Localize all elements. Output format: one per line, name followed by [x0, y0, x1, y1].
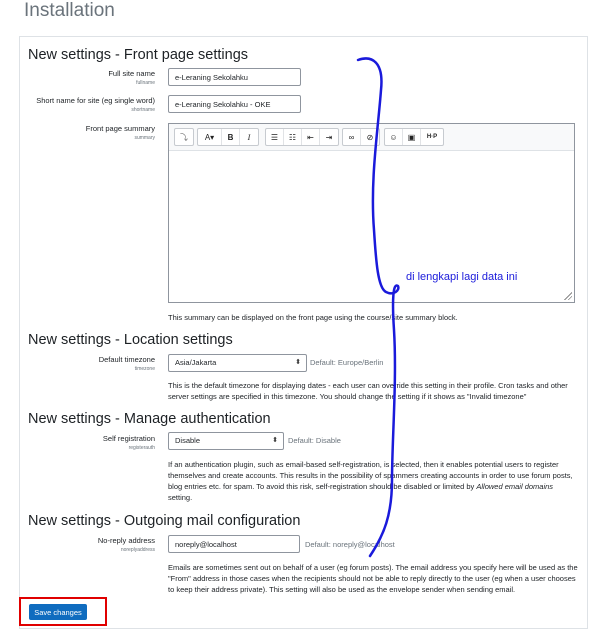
- unlink-icon[interactable]: ⊘: [366, 132, 374, 142]
- timezone-value: Asia/Jakarta: [175, 358, 217, 367]
- allowed-email-domains-link: Allowed email domains: [476, 482, 554, 491]
- font-color-icon[interactable]: A▾: [198, 129, 222, 145]
- italic-icon[interactable]: I: [247, 132, 251, 142]
- noreply-label: No-reply address: [97, 536, 155, 545]
- section-heading-front-page: New settings - Front page settings: [28, 47, 249, 63]
- indent-icon[interactable]: ⇥: [325, 132, 333, 142]
- select-caret-icon: ⬍: [295, 359, 301, 366]
- summary-label: Front page summary: [85, 124, 155, 133]
- summary-description: This summary can be displayed on the front page using the course/site summary block.: [168, 313, 458, 322]
- page-title: Installation: [24, 0, 115, 21]
- registerauth-description-2: themselves and create accounts. This results in the possibility of spammers creating accounts in order to use forum posts,: [168, 471, 573, 480]
- h5p-icon[interactable]: H·P: [426, 134, 438, 140]
- registerauth-description-1: If an authentication plugin, such as email-based self-registration, is selected, then it enables potential users to register: [168, 460, 559, 469]
- timezone-description-2: server settings are specified in this timezone. You should change the setting if it shows as "Invalid timezone": [168, 392, 527, 401]
- section-heading-mail: New settings - Outgoing mail configuration: [28, 513, 301, 529]
- shortname-key: shortname: [131, 107, 155, 113]
- save-button[interactable]: Save changes: [29, 604, 87, 620]
- registerauth-description-3-text: blog entries etc. for spam. To avoid this risk, self-registration should be disabled or limited by: [168, 482, 475, 491]
- registerauth-value: Disable: [175, 436, 201, 445]
- section-heading-location: New settings - Location settings: [28, 332, 233, 348]
- timezone-label: Default timezone: [98, 355, 155, 364]
- timezone-description-1: This is the default timezone for displaying dates - each user can override this setting in their profile. Cron tasks and other: [168, 381, 568, 390]
- noreply-default: Default: noreply@localhost: [305, 540, 395, 549]
- outdent-icon[interactable]: ⇤: [302, 129, 320, 145]
- fullname-key: fullname: [136, 80, 155, 86]
- fullname-label: Full site name: [108, 69, 155, 78]
- numbered-list-icon[interactable]: ☷: [284, 129, 302, 145]
- registerauth-label: Self registration: [102, 434, 155, 443]
- link-icon[interactable]: ∞: [343, 129, 361, 145]
- bullet-list-icon[interactable]: ☰: [266, 129, 284, 145]
- summary-key: summary: [134, 135, 155, 141]
- noreply-key: noreplyaddress: [120, 547, 155, 553]
- noreply-description-3: to keep their address private). This setting will also be used as the envelope sender when sending email.: [168, 585, 516, 594]
- image-icon[interactable]: ▣: [403, 129, 421, 145]
- shortname-label: Short name for site (eg single word): [36, 96, 155, 105]
- annotation-note: di lengkapi lagi data ini: [406, 271, 518, 283]
- emoji-icon[interactable]: ☺: [385, 129, 403, 145]
- timezone-key: timezone: [134, 366, 155, 372]
- bold-icon[interactable]: B: [222, 129, 240, 145]
- registerauth-key: registerauth: [128, 445, 155, 451]
- select-caret-icon: ⬍: [272, 437, 278, 444]
- collapse-icon[interactable]: ⤵: [180, 132, 188, 142]
- registerauth-default: Default: Disable: [288, 436, 341, 445]
- timezone-default: Default: Europe/Berlin: [310, 358, 384, 367]
- section-heading-auth: New settings - Manage authentication: [28, 411, 271, 427]
- registerauth-description-4: setting.: [168, 493, 193, 502]
- noreply-description-2: "From" address in those cases when the recipients should not be able to reply directly to the user (eg when a user chooses: [168, 574, 576, 583]
- noreply-description-1: Emails are sometimes sent out on behalf of a user (eg forum posts). The email address you specify here will be used as the: [168, 563, 578, 572]
